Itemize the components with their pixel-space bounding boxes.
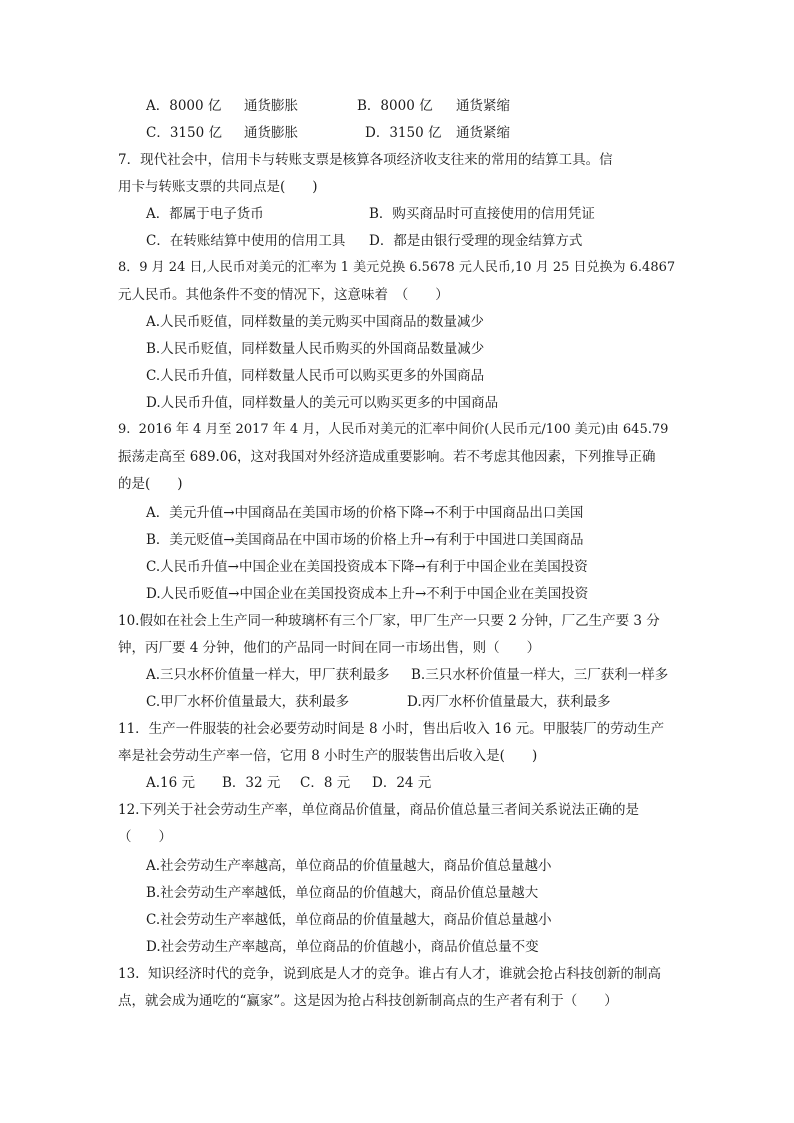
q12-option-b: B.社会劳动生产率越低，单位商品的价值越大，商品价值总量越大 bbox=[146, 885, 539, 901]
q12-stem-line-1: 12.下列关于社会劳动生产率，单位商品价值量，商品价值总量三者间关系说法正确的是 bbox=[118, 802, 639, 818]
q6-option-b: B．8000 亿 bbox=[357, 98, 433, 114]
q8-stem-line-1: 8．9 月 24 日,人民币对美元的汇率为 1 美元兑换 6.5678 元人民币,10 月 25 日兑换为 6.4867 bbox=[118, 260, 676, 275]
q6-option-c-text: 通货膨胀 bbox=[244, 125, 298, 141]
q9-stem-line-1: 9. 2016 年 4 月至 2017 年 4 月，人民币对美元的汇率中间价(人民币元/100 美元)由 645.79 bbox=[118, 422, 669, 437]
q6-option-a: A．8000 亿 bbox=[146, 98, 222, 114]
q9-option-c: C.人民币升值→中国企业在美国投资成本下降→有利于中国企业在美国投资 bbox=[146, 559, 588, 575]
q9-stem-line-3: 的是( ) bbox=[118, 476, 183, 492]
q8-option-d: D.人民币升值，同样数量人的美元可以购买更多的中国商品 bbox=[146, 395, 499, 411]
q11-stem-line-1: 11．生产一件服装的社会必要劳动时间是 8 小时，售出后收入 16 元。甲服装厂的劳动生产 bbox=[118, 721, 665, 737]
q7-stem-line-2: 用卡与转账支票的共同点是( ) bbox=[118, 179, 318, 195]
q6-option-c: C．3150 亿 bbox=[146, 125, 222, 141]
q10-stem-line-2: 钟，丙厂要 4 分钟，他们的产品同一时间在同一市场出售，则（ ） bbox=[118, 640, 541, 656]
q6-option-d: D．3150 亿 bbox=[365, 125, 442, 141]
q6-option-b-text: 通货紧缩 bbox=[456, 98, 510, 114]
q12-stem-line-2: （ ） bbox=[118, 829, 172, 845]
q7-option-d: D．都是由银行受理的现金结算方式 bbox=[369, 233, 583, 249]
q10-option-b: B.三只水杯价值量一样大，三厂获利一样多 bbox=[411, 667, 669, 683]
q11-option-b: B．32 元 bbox=[222, 775, 281, 791]
q11-option-c: C．8 元 bbox=[300, 775, 351, 791]
q11-option-a: A.16 元 bbox=[146, 775, 196, 791]
q10-option-d: D.丙厂水杯价值量最大，获利最多 bbox=[407, 694, 611, 710]
q11-option-d: D．24 元 bbox=[372, 775, 432, 791]
q9-option-a: A．美元升值→中国商品在美国市场的价格下降→不利于中国商品出口美国 bbox=[146, 505, 584, 521]
q9-option-b: B．美元贬值→美国商品在中国市场的价格上升→有利于中国进口美国商品 bbox=[146, 532, 584, 548]
q7-option-a: A．都属于电子货币 bbox=[146, 206, 264, 222]
q6-option-d-text: 通货紧缩 bbox=[456, 125, 510, 141]
q13-stem-line-2: 点，就会成为通吃的“赢家”。这是因为抢占科技创新制高点的生产者有利于（ ） bbox=[118, 993, 618, 1009]
q6-option-a-text: 通货膨胀 bbox=[244, 98, 298, 114]
q7-stem-line-1: 7．现代社会中，信用卡与转账支票是核算各项经济收支往来的常用的结算工具。信 bbox=[118, 152, 613, 168]
q9-option-d: D.人民币贬值→中国企业在美国投资成本上升→不利于中国企业在美国投资 bbox=[146, 586, 589, 602]
q11-stem-line-2: 率是社会劳动生产率一倍，它用 8 小时生产的服装售出后收入是( ) bbox=[118, 748, 538, 764]
q8-option-a: A.人民币贬值，同样数量的美元购买中国商品的数量减少 bbox=[146, 314, 485, 330]
q13-stem-line-1: 13. 知识经济时代的竞争，说到底是人才的竞争。谁占有人才，谁就会抢占科技创新的制高 bbox=[118, 966, 662, 982]
q10-stem-line-1: 10.假如在社会上生产同一种玻璃杯有三个厂家，甲厂生产一只要 2 分钟，厂乙生产要 3 分 bbox=[118, 613, 660, 629]
q7-option-c: C．在转账结算中使用的信用工具 bbox=[146, 233, 346, 249]
q8-option-b: B.人民币贬值，同样数量人民币购买的外国商品数量减少 bbox=[146, 341, 485, 357]
q8-stem-line-2: 元人民币。其他条件不变的情况下，这意味着 （ ） bbox=[118, 287, 449, 303]
q7-option-b: B．购买商品时可直接使用的信用凭证 bbox=[369, 206, 595, 222]
q10-option-a: A.三只水杯价值量一样大，甲厂获利最多 bbox=[146, 667, 390, 683]
q12-option-d: D.社会劳动生产率越高，单位商品的价值越小，商品价值总量不变 bbox=[146, 939, 539, 955]
q12-option-a: A.社会劳动生产率越高，单位商品的价值量越大，商品价值总量越小 bbox=[146, 858, 552, 874]
q8-option-c: C.人民币升值，同样数量人民币可以购买更多的外国商品 bbox=[146, 368, 485, 384]
q12-option-c: C.社会劳动生产率越低，单位商品的价值量越大，商品价值总量越小 bbox=[146, 912, 552, 928]
q10-option-c: C.甲厂水杯价值量最大，获利最多 bbox=[146, 694, 350, 710]
q9-stem-line-2: 振荡走高至 689.06，这对我国对外经济造成重要影响。若不考虑其他因素，下列推导正确 bbox=[118, 449, 656, 465]
